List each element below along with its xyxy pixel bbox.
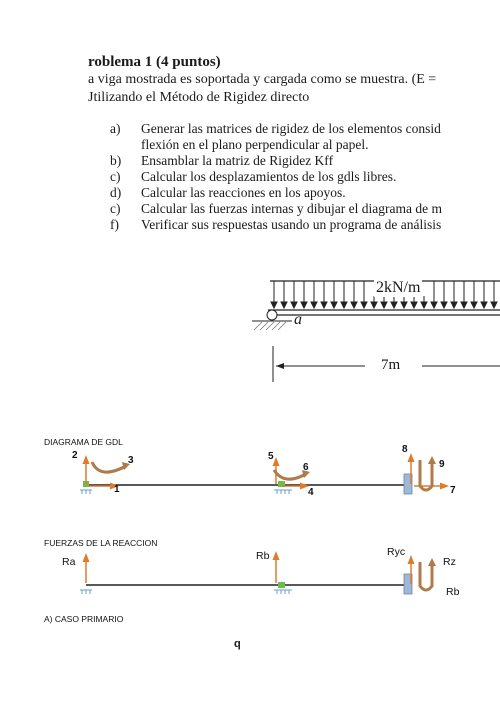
- dof-label-2: 2: [72, 450, 78, 461]
- dof-label-4: 4: [308, 487, 314, 498]
- task-letter-b: b): [110, 153, 122, 168]
- q-label: q: [234, 638, 241, 650]
- task-text-b: Ensamblar la matriz de Rigidez Kff: [141, 153, 334, 168]
- dof-label-6: 6: [303, 462, 309, 473]
- dof-label-9: 9: [439, 459, 445, 470]
- ryc-arrowhead: [408, 555, 415, 564]
- task-text-a: Generar las matrices de rigidez de los elementos consid: [141, 121, 441, 136]
- case-title: A) CASO PRIMARIO: [44, 614, 124, 624]
- task-text-d: Calcular las reacciones en los apoyos.: [141, 185, 346, 200]
- task-letter-d: d): [110, 185, 122, 200]
- dof-label-3: 3: [128, 455, 134, 466]
- task-text-e: Calcular las fuerzas internas y dibujar el diagrama de m: [141, 201, 443, 216]
- dof-label-7: 7: [450, 485, 456, 496]
- support-label: a: [294, 311, 302, 328]
- ra-arrowhead: [83, 553, 90, 562]
- rb-right-label: Rb: [446, 586, 460, 598]
- task-letter-f: f): [110, 217, 119, 232]
- problem-statement: a viga mostrada es soportada y cargada como se muestra. (E =: [88, 72, 437, 87]
- problem-method: Jtilizando el Método de Rigidez directo: [88, 90, 310, 105]
- ryc-label: Ryc: [387, 546, 406, 558]
- task-letter-e: c): [110, 201, 121, 216]
- task-text-a-cont: flexión en el plano perpendicular al papel.: [141, 137, 369, 152]
- reaction-support-a: [80, 590, 92, 594]
- reaction-support-b: [274, 590, 292, 594]
- ra-label: Ra: [62, 556, 76, 568]
- dof-label-8: 8: [402, 444, 408, 455]
- task-letter-a: a): [110, 121, 121, 136]
- gdl-diagram-title: DIAGRAMA DE GDL: [44, 437, 123, 447]
- dof-label-5: 5: [268, 451, 274, 462]
- task-text-f: Verificar sus respuestas usando un programa de análisis: [141, 217, 442, 232]
- rb-arrowhead: [273, 551, 280, 560]
- dof-label-1: 1: [114, 484, 120, 495]
- rb-label: Rb: [256, 550, 270, 562]
- task-text-c: Calcular los desplazamientos de los gdls libres.: [141, 169, 397, 184]
- problem-title: roblema 1 (4 puntos): [88, 54, 221, 70]
- reactions-title: FUERZAS DE LA REACCION: [44, 538, 158, 548]
- rz-rotation: [420, 562, 432, 590]
- span-label: 7m: [381, 357, 401, 373]
- rz-rotation-head: [428, 558, 436, 566]
- task-letter-c: c): [110, 169, 121, 184]
- load-label: 2kN/m: [376, 279, 421, 296]
- rz-label: Rz: [443, 556, 456, 568]
- reaction-node-b: [278, 582, 285, 588]
